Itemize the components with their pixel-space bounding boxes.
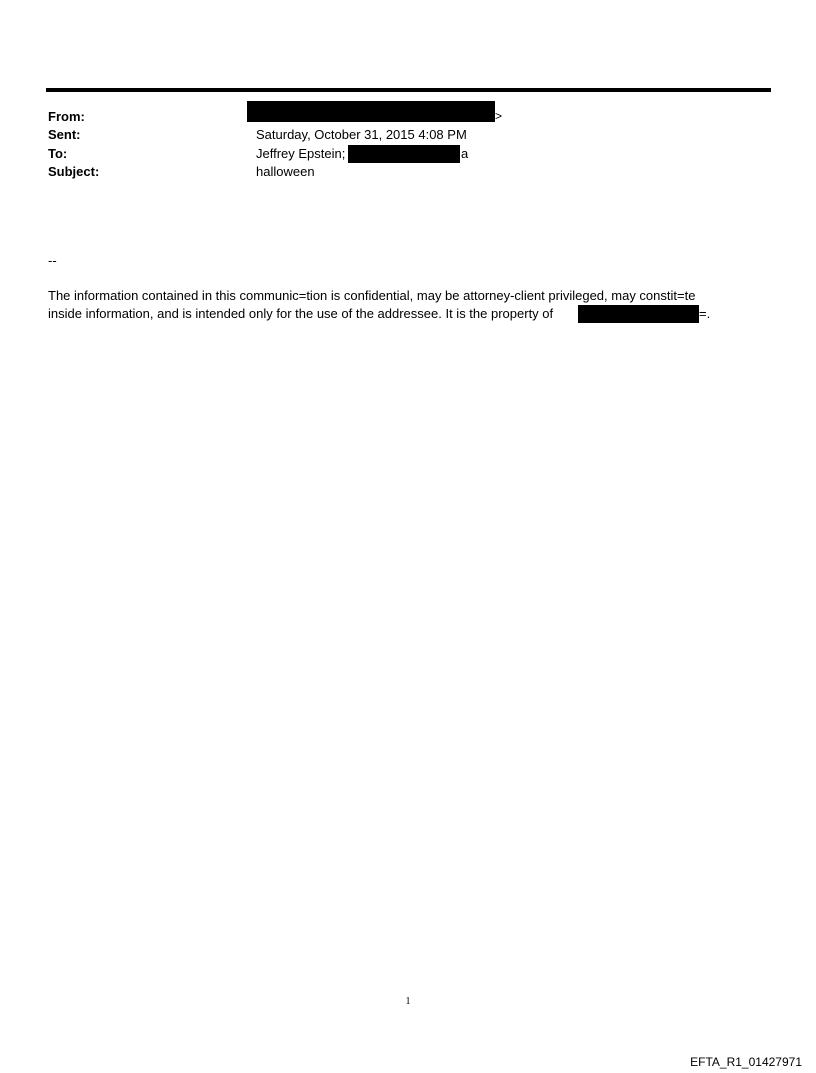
sent-label: Sent:	[48, 127, 81, 142]
to-value: Jeffrey Epstein;	[256, 146, 346, 161]
disclaimer-trailing: =.	[699, 306, 711, 321]
disclaimer-line-2: inside information, and is intended only for the use of the addressee. It is the property of	[48, 306, 554, 321]
sent-value: Saturday, October 31, 2015 4:08 PM	[256, 127, 467, 142]
from-redaction	[247, 101, 495, 122]
to-redaction	[348, 145, 460, 163]
header-rule	[46, 88, 771, 92]
subject-label: Subject:	[48, 164, 100, 179]
page-number: 1	[405, 996, 411, 1007]
disclaimer-redaction	[578, 305, 699, 323]
to-value-trailing: a	[461, 146, 469, 161]
subject-value: halloween	[256, 164, 315, 179]
document-id: EFTA_R1_01427971	[690, 1055, 802, 1069]
disclaimer-line-1: The information contained in this communic=tion is confidential, may be attorney-client privileged, may constit=te	[48, 288, 696, 303]
to-label: To:	[48, 146, 68, 161]
from-value-trailing: >	[495, 109, 503, 123]
from-label: From:	[48, 109, 85, 124]
signature-separator: --	[48, 253, 57, 268]
